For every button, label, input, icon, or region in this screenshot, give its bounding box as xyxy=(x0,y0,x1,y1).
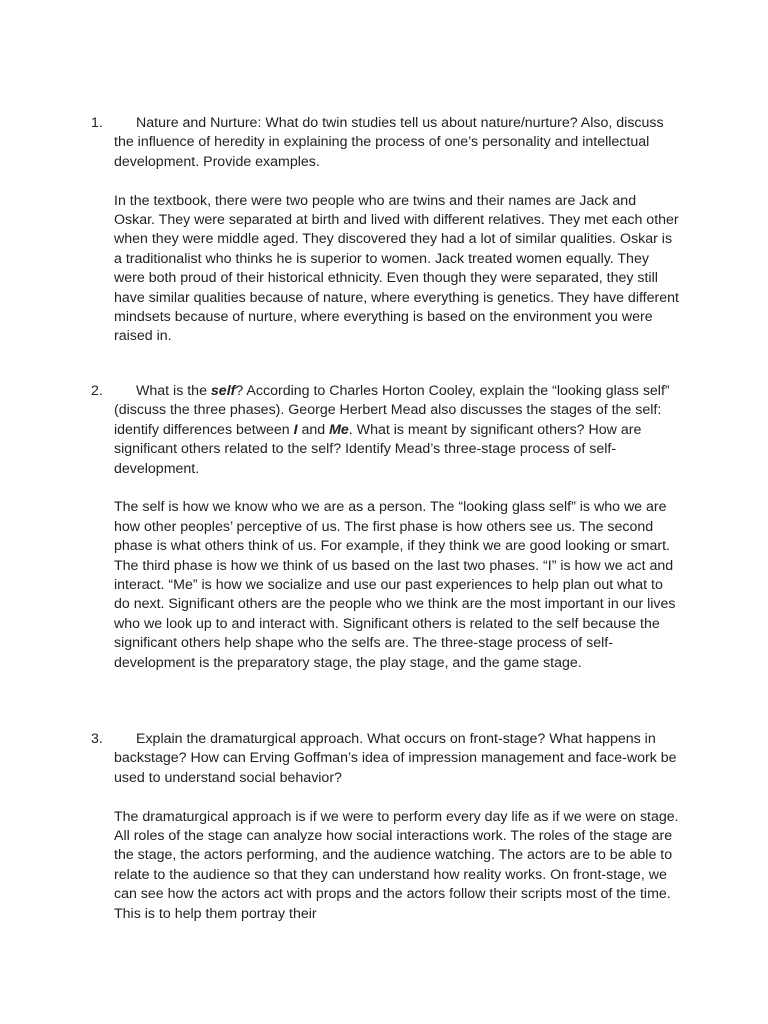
question-prompt: Nature and Nurture: What do twin studies tell us about nature/nurture? Also, discuss the influence of heredity in explaining the process of one’s personality and intellectual development. Provide examples. xyxy=(114,115,664,170)
term-i: I xyxy=(293,421,298,438)
answer-paragraph: The self is how we know who we are as a person. The “looking glass self” is who we are how other peoples’ perceptive of us. The first phase is how others see us. The second phase is what others think of us. For example, if they think we are good looking or smart. The third phase is how we think of us based on the last two phases. “I” is how we act and interact. “Me” is how we socialize and use our past experiences to help plan out what to do next. Significant others are the people who we think are the most important in our lives who we look up to and interact with. Significant others is related to the self because the significant others help shape who the selfs are. The three-stage process of self-development is the preparatory stage, the play stage, and the game stage. xyxy=(114,499,676,671)
term-self: self xyxy=(210,383,236,399)
answer-paragraph: In the textbook, there were two people who are twins and their names are Jack and Oskar. They were separated at birth and lived with different relatives. They met each other when they were middle aged. They discovered they had a lot of similar qualities. Oskar is a traditionalist who thinks he is superior to women. Jack treated women equally. They were both proud of their historical ethnicity. Even though they were separated, they still have similar qualities because of nature, where everything is genetics. They have different mindsets because of nurture, where everything is based on the environment you were raised in. xyxy=(114,192,679,345)
question-1-prompt-block xyxy=(0,114,768,172)
question-number: 3. xyxy=(91,731,103,747)
prompt-text: and xyxy=(297,421,330,438)
term-me: Me xyxy=(329,421,349,438)
question-number: 1. xyxy=(91,115,103,131)
question-prompt: Explain the dramaturgical approach. What occurs on front-stage? What happens in backstage? How can Erving Goffman’s idea of impression management and face-work be used to understand social behavior? xyxy=(114,731,677,786)
question-number: 2. xyxy=(91,383,103,399)
prompt-text: What is the xyxy=(136,383,211,399)
prompt-text: ? According to Charles Horton Cooley, explain the “looking glass self” (discuss the three phases). George Herbert Mead also discusses the stages of the self: identify differences between xyxy=(114,383,670,438)
question-1 xyxy=(0,114,768,347)
prompt-text: . What is meant by significant others? How are significant others related to the self? Identify Mead’s three-stage process of self-development. xyxy=(114,421,642,477)
question-3 xyxy=(0,730,768,924)
question-prompt xyxy=(0,382,768,479)
answer-paragraph: The dramaturgical approach is if we were to perform every day life as if we were on stage. All roles of the stage can analyze how social interactions work. The roles of the stage are the stage, the actors performing, and the audience watching. The actors are to be able to relate to the audience so that they can understand how reality works. On front-stage, we can see how the actors act with props and the actors follow their scripts most of the time. This is to help them portray their xyxy=(114,808,679,922)
question-3-prompt-block xyxy=(0,730,768,788)
question-2 xyxy=(0,382,768,673)
question-2-prompt-block xyxy=(0,382,768,479)
